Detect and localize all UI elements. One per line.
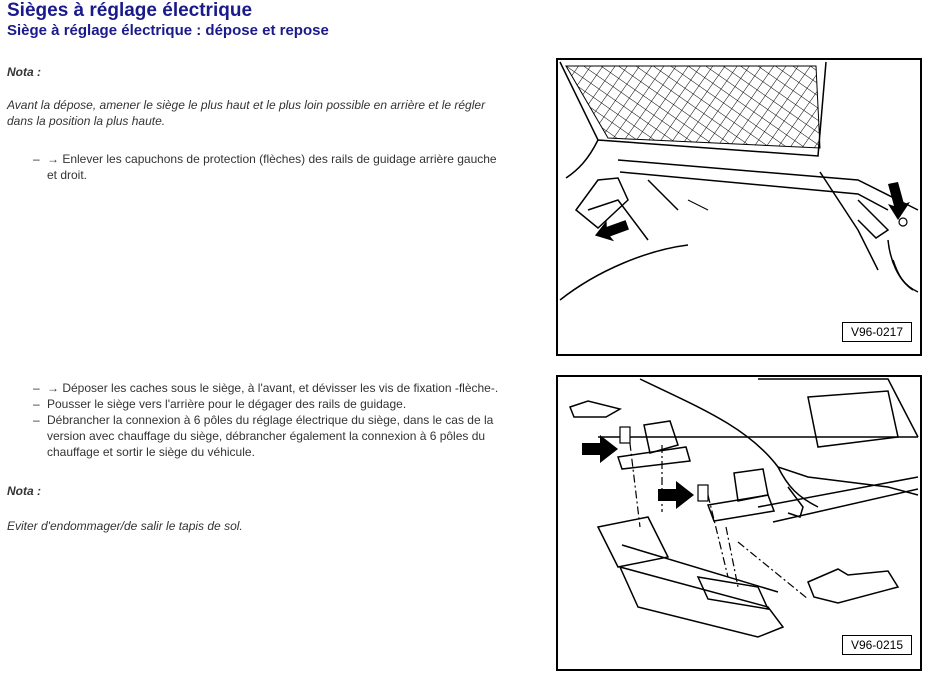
note-label-2: Nota :	[7, 484, 41, 498]
note-text-1	[7, 97, 485, 129]
note-text-2: Eviter d'endommager/de salir le tapis de sol.	[7, 519, 243, 533]
step-list-item	[33, 151, 497, 183]
step-item	[33, 412, 498, 428]
arrow-right-icon	[658, 481, 694, 509]
step-item	[33, 396, 498, 412]
figure-ref-label-2: V96-0215	[842, 635, 912, 655]
arrow-right-icon	[888, 182, 910, 220]
seat-front-covers-illustration	[558, 377, 920, 669]
note-text-1-line1: Avant la dépose, amener le siège le plus haut et le plus loin possible en arrière et le régler	[7, 98, 486, 112]
step-dash: –	[33, 152, 40, 166]
figure-ref-label-1: V96-0217	[842, 322, 912, 342]
arrow-left-icon	[592, 214, 631, 246]
step-list	[33, 380, 498, 460]
step-text-line1: Débrancher la connexion à 6 pôles du réglage électrique du siège, dans le cas de la	[47, 413, 494, 427]
step-text-line3: chauffage et sortir le siège du véhicule.	[47, 445, 255, 459]
step-dash: –	[33, 413, 40, 427]
figure-seat-front-covers	[556, 375, 922, 671]
page-subtitle: Siège à réglage électrique : dépose et repose	[7, 22, 329, 39]
step-text-line2: et droit.	[47, 168, 88, 182]
arrow-right-icon	[582, 435, 618, 463]
note-text-1-line2: dans la position la plus haute.	[7, 114, 166, 128]
note-label-1: Nota :	[7, 65, 41, 79]
page-title: Sièges à réglage électrique	[7, 0, 253, 21]
figure-seat-rear-rails	[556, 58, 922, 356]
step-text-line2: version avec chauffage du siège, débrancher également la connexion à 6 pôles du	[47, 429, 486, 443]
step-dash: –	[33, 381, 40, 395]
step-text: → Déposer les caches sous le siège, à l'avant, et dévisser les vis de fixation -flèche-.	[47, 381, 499, 395]
step-text: Pousser le siège vers l'arrière pour le dégager des rails de guidage.	[47, 397, 407, 411]
step-text-line1: → Enlever les capuchons de protection (flèches) des rails de guidage arrière gauche	[47, 152, 497, 166]
step-item	[33, 380, 498, 396]
step-dash: –	[33, 397, 40, 411]
seat-rear-rails-illustration	[558, 60, 920, 354]
